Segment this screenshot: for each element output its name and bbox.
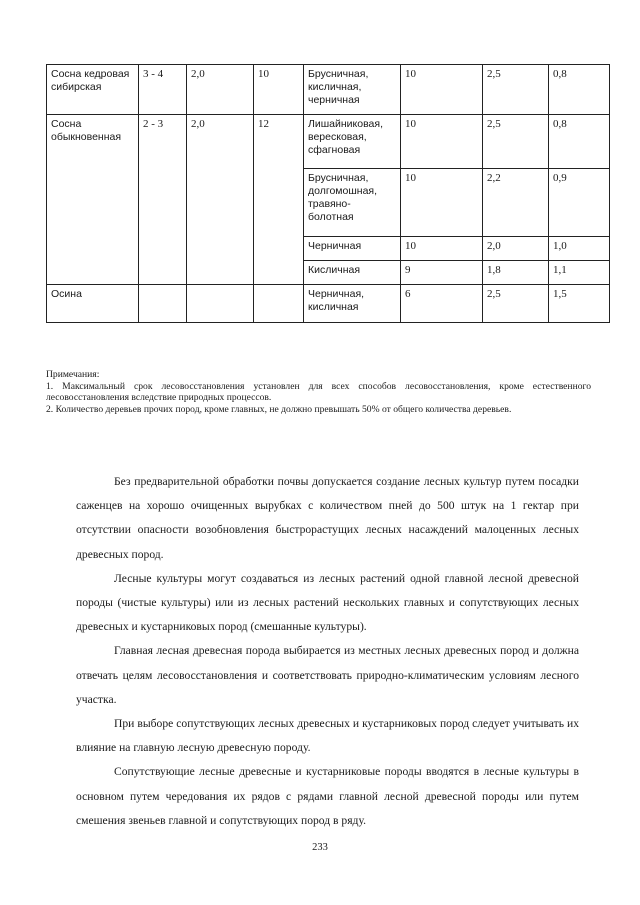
table-cell-empty: [139, 237, 187, 261]
table-cell: 2,0: [187, 115, 254, 169]
table-cell-forest-type: Брусничная, кисличная, черничная: [304, 65, 401, 115]
table-cell: 10: [401, 65, 483, 115]
table-cell: 0,8: [549, 65, 610, 115]
table-cell-empty: [254, 237, 304, 261]
table-cell-species: Осина: [47, 285, 139, 323]
paragraph: Главная лесная древесная порода выбирается из местных лесных древесных пород и должна отвечать целям лесовосстановления и соответствовать природно-климатическим условиям лесного участка.: [76, 644, 579, 706]
table-cell: 9: [401, 261, 483, 285]
table-cell: 10: [254, 65, 304, 115]
table-cell-empty: [139, 169, 187, 237]
table-cell-forest-type: Кисличная: [304, 261, 401, 285]
table-row: [47, 237, 610, 261]
table-cell-empty: [139, 261, 187, 285]
table-cell: 0,9: [549, 169, 610, 237]
table-cell: 1,8: [483, 261, 549, 285]
paragraph: Лесные культуры могут создаваться из лесных растений одной главной лесной древесной породы (чистые культуры) или из лесных растений нескольких главных и сопутствующих лесных древесных и кустарниковых пород (смешанные культуры).: [76, 571, 579, 634]
paragraph: Без предварительной обработки почвы допускается создание лесных культур путем посадки саженцев на хорошо очищенных вырубках с количеством пней до 500 штук на 1 гектар при отсутствии опасности возобновления быстрорастущих лесных насаждений малоценных лесных древесных пород.: [76, 475, 579, 561]
table-cell: 12: [254, 115, 304, 169]
table-cell-empty: [47, 169, 139, 237]
table-cell-empty: [139, 285, 187, 323]
table-cell: 2,5: [483, 115, 549, 169]
table-cell-empty: [254, 285, 304, 323]
table-cell-empty: [187, 169, 254, 237]
note-item: 2. Количество деревьев прочих пород, кроме главных, не должно превышать 50% от общего количества деревьев.: [46, 403, 512, 415]
table-cell: 0,8: [549, 115, 610, 169]
table-row: [47, 261, 610, 285]
table-cell-species: Сосна кедровая сибирская: [47, 65, 139, 115]
table-cell-forest-type: Лишайниковая, вересковая, сфагновая: [304, 115, 401, 169]
reforestation-table: [46, 64, 610, 323]
paragraph: При выборе сопутствующих лесных древесных и кустарниковых пород следует учитывать их влияние на главную лесную древесную породу.: [76, 717, 579, 755]
table-cell: 2,5: [483, 285, 549, 323]
table-row: [47, 115, 610, 169]
table-cell-empty: [254, 169, 304, 237]
paragraph: Сопутствующие лесные древесные и кустарниковые породы вводятся в лесные культуры в основном путем чередования их рядов с рядами главной лесной древесной породы или путем смешения звеньев главной и сопутствующих пород в ряду.: [76, 765, 579, 827]
table-notes: [46, 369, 591, 415]
table-row: [47, 65, 610, 115]
table-cell: 10: [401, 237, 483, 261]
body-text: [76, 470, 579, 833]
table-cell: 2,0: [483, 237, 549, 261]
table-cell: 1,0: [549, 237, 610, 261]
table-cell-empty: [187, 261, 254, 285]
table-cell: 2,0: [187, 65, 254, 115]
table-row: [47, 285, 610, 323]
table-cell-empty: [47, 261, 139, 285]
table-cell: 10: [401, 169, 483, 237]
table-cell-empty: [47, 237, 139, 261]
table-row: [47, 169, 610, 237]
table-cell: 1,5: [549, 285, 610, 323]
table-cell: 3 - 4: [139, 65, 187, 115]
table-cell: 10: [401, 115, 483, 169]
table-cell-forest-type: Черничная, кисличная: [304, 285, 401, 323]
table-cell: 1,1: [549, 261, 610, 285]
table-cell-forest-type: Черничная: [304, 237, 401, 261]
table-cell: 6: [401, 285, 483, 323]
table-cell-species: Сосна обыкновенная: [47, 115, 139, 169]
table-cell-empty: [187, 237, 254, 261]
table-cell-forest-type: Брусничная, долгомошная, травяно-болотная: [304, 169, 401, 237]
note-item: 1. Максимальный срок лесовосстановления установлен для всех способов лесовосстановления, кроме естественного лесовосстановления вследствие природных процессов.: [46, 380, 591, 403]
table-cell: 2 - 3: [139, 115, 187, 169]
table-cell: 2,2: [483, 169, 549, 237]
page-number: 233: [312, 842, 328, 853]
table-cell: 2,5: [483, 65, 549, 115]
table-cell-empty: [187, 285, 254, 323]
table-cell-empty: [254, 261, 304, 285]
notes-heading: Примечания:: [46, 369, 100, 380]
